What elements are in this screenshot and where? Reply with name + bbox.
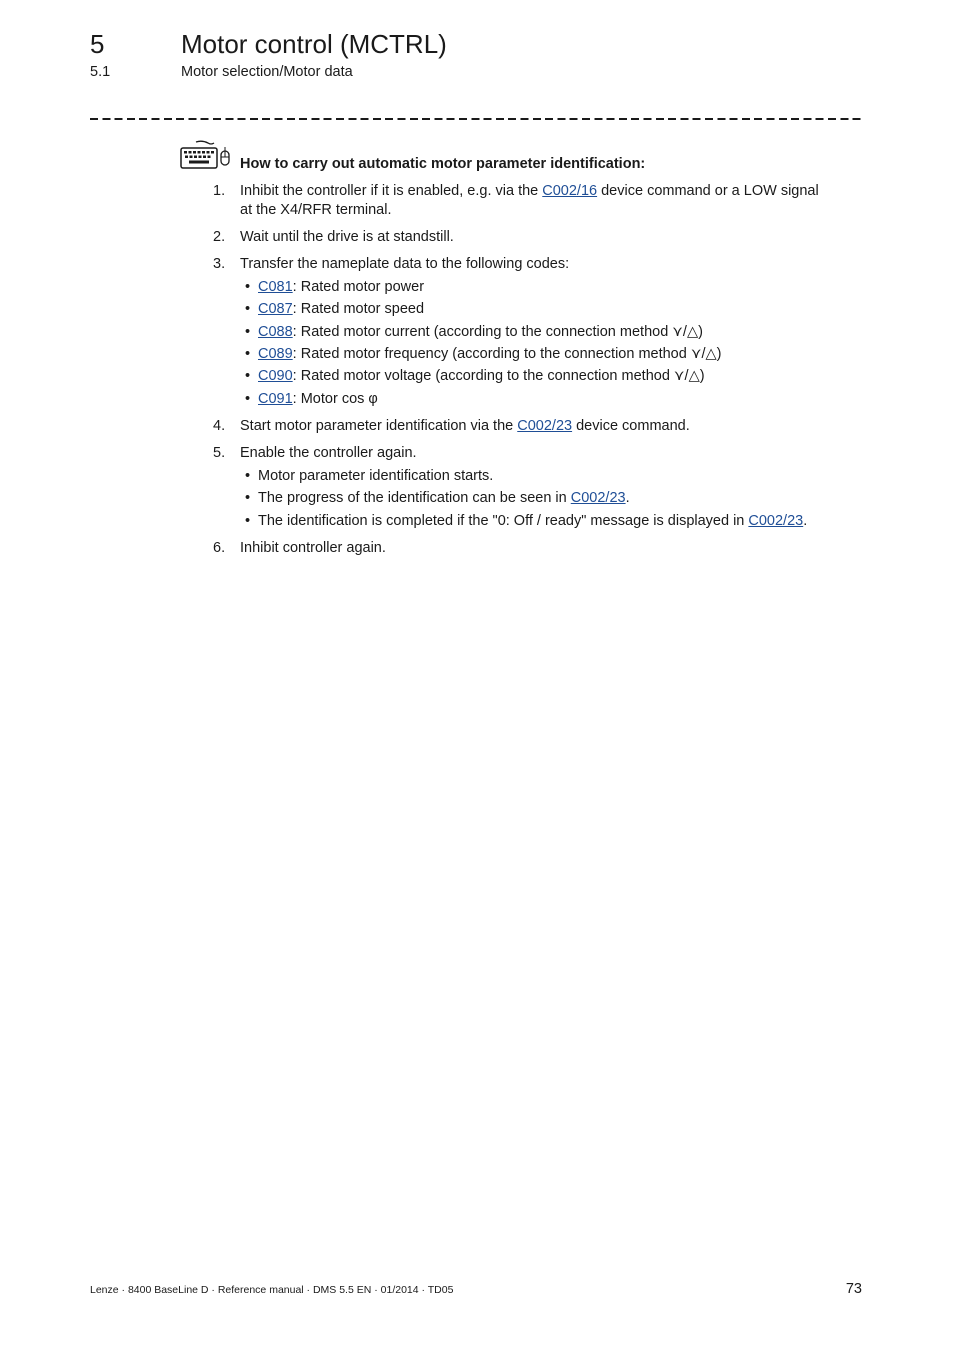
bullet: •	[245, 513, 251, 529]
page-number: 73	[845, 1281, 862, 1297]
bullet: •	[245, 301, 251, 317]
chapter-number: 5	[90, 29, 105, 59]
section-title: Motor selection/Motor data	[181, 64, 353, 80]
chapter-title: Motor control (MCTRL)	[181, 29, 447, 59]
bullet: •	[245, 324, 251, 340]
code-link[interactable]: C090	[258, 368, 293, 384]
bullet: •	[245, 346, 251, 362]
step-text-continuation: at the X4/RFR terminal.	[240, 202, 392, 218]
code-link[interactable]: C087	[258, 301, 293, 317]
code-link[interactable]: C002/23	[517, 418, 573, 434]
bullet: •	[245, 368, 251, 384]
instruction-heading: How to carry out automatic motor parameter identification:	[240, 156, 646, 172]
list-item: The identification is completed if the "0: Off / ready" message is displayed in C002/23.	[258, 513, 808, 529]
code-link[interactable]: C081	[258, 279, 293, 295]
code-link[interactable]: C002/23	[570, 490, 626, 506]
list-item: C090: Rated motor voltage (according to the connection method ⋎/△)	[258, 368, 705, 384]
step-number: 6.	[213, 540, 226, 556]
list-item: Motor parameter identification starts.	[258, 468, 494, 484]
list-item: The progress of the identification can be seen in C002/23.	[258, 490, 630, 506]
code-link[interactable]: C002/23	[748, 513, 804, 529]
code-link[interactable]: C091	[258, 391, 293, 407]
bullet: •	[245, 468, 251, 484]
list-item: C088: Rated motor current (according to the connection method ⋎/△)	[258, 324, 703, 340]
bullet: •	[245, 279, 251, 295]
step-text: Inhibit the controller if it is enabled, e.g. via the C002/16 device command or a LOW signal	[240, 183, 819, 199]
code-link[interactable]: C089	[258, 346, 293, 362]
step-number: 2.	[213, 229, 226, 245]
bullet: •	[245, 391, 251, 407]
footer-text: Lenze · 8400 BaseLine D · Reference manual · DMS 5.5 EN · 01/2014 · TD05	[90, 1284, 454, 1296]
list-item: C081: Rated motor power	[258, 279, 425, 295]
step-text: Start motor parameter identification via the C002/23 device command.	[240, 418, 690, 434]
section-number: 5.1	[90, 64, 111, 80]
step-text: Wait until the drive is at standstill.	[240, 229, 454, 245]
step-number: 5.	[213, 445, 226, 461]
list-item: C089: Rated motor frequency (according to the connection method ⋎/△)	[258, 346, 722, 362]
step-number: 4.	[213, 418, 226, 434]
step-number: 3.	[213, 256, 226, 272]
list-item: C087: Rated motor speed	[258, 301, 425, 317]
code-link[interactable]: C088	[258, 324, 293, 340]
step-text: Enable the controller again.	[240, 445, 417, 461]
bullet: •	[245, 490, 251, 506]
keyboard-mouse-icon	[180, 140, 234, 172]
step-text: Transfer the nameplate data to the following codes:	[240, 256, 570, 272]
step-text: Inhibit controller again.	[240, 540, 386, 556]
list-item: C091: Motor cos φ	[258, 391, 378, 407]
header-divider	[90, 118, 862, 120]
step-number: 1.	[213, 183, 226, 199]
code-link[interactable]: C002/16	[542, 183, 598, 199]
